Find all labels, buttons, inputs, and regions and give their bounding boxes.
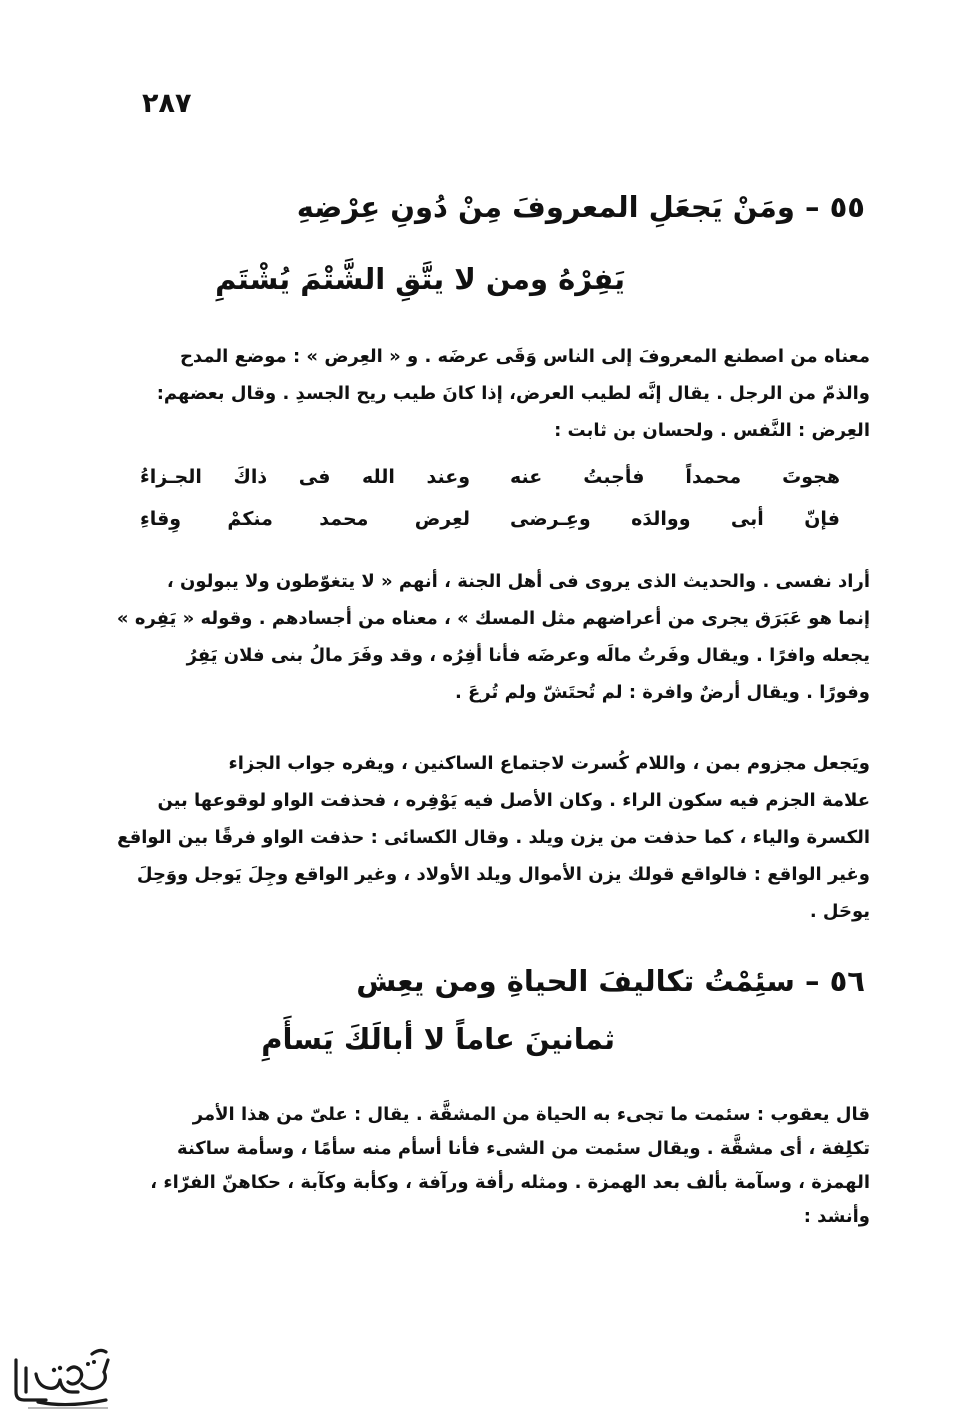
commentary-paragraph-1 xyxy=(100,338,870,449)
text-line: وفورًا . ويقال أرضٌ وافرة : لم تُحتَشّ ولم تُرعَ . xyxy=(454,682,870,703)
text-line: ويَجعل مجزوم بمن ، واللام كُسرت لاجتماع الساكنين ، ويفره جواب الجزاء xyxy=(228,753,870,774)
verse-56-line-1: ٥٦ – سئِمْتُ تكاليفَ الحياةِ ومن يعِش xyxy=(356,964,865,998)
verse-55-line-1: ٥٥ – ومَنْ يَجعَلِ المعروفَ مِنْ دُونِ عِرْضِهِ xyxy=(296,190,865,224)
text-line: أراد نفسى . والحديث الذى يروى فى أهل الجنة ، أنهم « لا يتغوّطون ولا يبولون ، xyxy=(166,571,870,592)
quoted-poem-verse-1 xyxy=(140,466,840,506)
page-number: ٢٨٧ xyxy=(142,88,192,119)
commentary-paragraph-3 xyxy=(100,745,870,930)
poem-hemistich-first: فإنّ أبى ووالدَه وعِـرضى xyxy=(510,508,840,530)
text-line: العِرض : النَّفس . ولحسان بن ثابت : xyxy=(554,420,870,441)
quoted-poem-verse-2 xyxy=(140,508,840,548)
text-line: وغير الواقع : فالواقع قولك يزن الأموال ويلد الأولاد ، وغير الواقع وجِلَ يَوجل ووَحِلَ xyxy=(136,864,870,885)
poem-hemistich-second: وعند الله فى ذاكَ الجـزاءُ xyxy=(140,466,470,488)
text-line: علامة الجزم فيه سكون الراء . وكان الأصل فيه يَوْفِره ، فحذفت الواو لوقوعها بين xyxy=(157,790,870,811)
text-line: الكسرة والياء ، كما حذفت من يزن ويلد . وقال الكسائى : حذفت الواو فرقًا بين الواقع xyxy=(117,827,870,848)
commentary-paragraph-2 xyxy=(100,563,870,711)
text-line: قال يعقوب : سئمت ما تجىء به الحياة من المشقَّة . يقال : علىّ من هذا الأمر xyxy=(192,1104,870,1125)
text-line: معناه من اصطنع المعروفَ إلى الناس وَقَى عرضَه . و « العِرض » : موضع المدح xyxy=(179,346,870,367)
verse-56-line-2: ثمانينَ عاماً لا أبالَكَ يَسأَمِ xyxy=(261,1022,615,1056)
text-line: يجعله وافرًا . ويقال وفَرتُ مالَه وعرضَه فأنا أفِرُه ، وقد وفَرَ مالُ بنى فلان يَفِرُ xyxy=(186,645,870,666)
text-line: الهمزة ، وسآمة بألف بعد الهمزة . ومثله رأفة ورآفة ، وكأبة وكآبة ، حكاهنّ الفرّاء ، xyxy=(150,1172,870,1193)
text-line: والذمّ من الرجل . يقال إنَّه لطيب العرض، إذا كانَ طيب ريح الجسدِ . وقال بعضهم: xyxy=(156,383,870,404)
text-line: تكلِفة ، أى مشقَّة . ويقال سئمت من الشىء فأنا أسأم منه سأمًا ، وسأمة ساكنة xyxy=(177,1138,870,1159)
watermark-logo xyxy=(8,1330,120,1412)
text-line: يوحَل . xyxy=(809,901,870,922)
commentary-paragraph-4 xyxy=(100,1098,870,1234)
poem-hemistich-second: لعِرض محمد منكمْ وِقاءِ xyxy=(140,508,470,530)
text-line: إنما هو عَبَرَق يجرى من أعراضهم مثل المسك » ، معناه من أجسادهم . وقوله « يَفِره » xyxy=(116,608,870,629)
poem-hemistich-first: هجوتَ محمداً فأجبتُ عنه xyxy=(510,466,840,488)
text-line: وأنشد : xyxy=(803,1206,870,1227)
verse-55-line-2: يَفِرْهُ ومن لا يتَّقِ الشَّتْمَ يُشْتَمِ xyxy=(215,262,625,296)
